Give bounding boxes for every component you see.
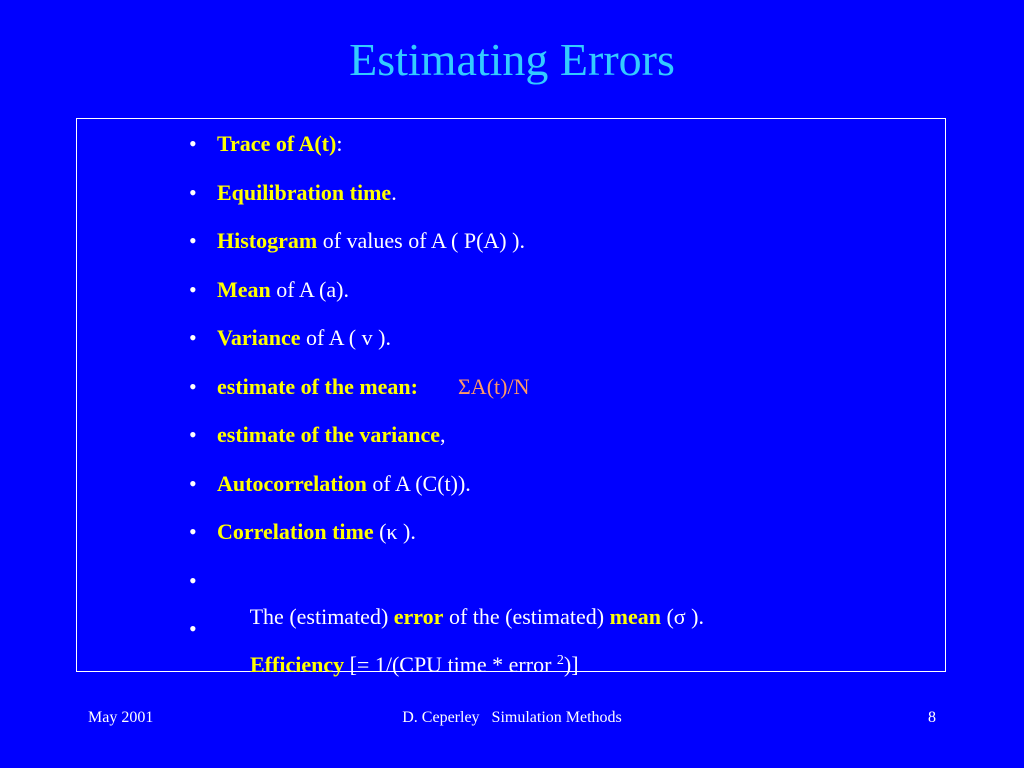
bullet-dot-icon: • — [189, 131, 197, 156]
bullet-text: (κ ). — [373, 519, 416, 544]
bullet-dot-icon: • — [189, 567, 197, 593]
bullet-dot-icon: • — [189, 228, 197, 253]
superscript: 2 — [556, 653, 564, 668]
footer-date: May 2001 — [88, 709, 154, 726]
bullet-bold: Autocorrelation — [217, 470, 367, 496]
bullet-text: of A (a). — [270, 276, 349, 302]
bullet-dot-icon: • — [189, 276, 197, 302]
bullet-text: (σ ). — [660, 603, 704, 629]
bullet-trace — [189, 126, 704, 175]
bullet-bold: Correlation time — [217, 519, 374, 544]
bullet-bold: Equilibration time — [217, 179, 392, 205]
bullet-text: of A (C(t)). — [366, 470, 471, 496]
bullet-list — [189, 126, 704, 677]
bullet-error — [189, 563, 704, 629]
bullet-estimate-mean — [189, 369, 704, 418]
bullet-text: of values of A ( P(A) ). — [317, 228, 525, 253]
bullet-text: of A ( v ). — [300, 325, 391, 350]
bullet-mean — [189, 272, 704, 321]
bullet-dot-icon: • — [189, 179, 197, 205]
bullet-bold: Variance — [217, 325, 301, 350]
footer-page-number: 8 — [928, 709, 936, 726]
bullet-dot-icon: • — [189, 470, 197, 496]
bullet-text: [= 1/(CPU time * error — [344, 652, 557, 677]
slide-title: Estimating Errors — [349, 34, 675, 85]
bullet-bold: Histogram — [217, 228, 318, 253]
bullet-bold: Mean — [217, 276, 271, 302]
bullet-text: , — [439, 422, 446, 447]
bullet-text: . — [391, 179, 397, 205]
bullet-bold: estimate of the variance — [217, 422, 440, 447]
bullet-dot-icon: • — [189, 325, 197, 350]
bullet-bold: Trace of A(t) — [217, 131, 337, 156]
bullet-bold: error — [393, 603, 444, 629]
bullet-text: : — [336, 131, 343, 156]
bullet-variance — [189, 320, 704, 369]
bullet-dot-icon: • — [189, 519, 197, 544]
bullet-equilibration — [189, 175, 704, 224]
footer-author-course: D. Ceperley Simulation Methods — [402, 709, 622, 726]
bullet-bold: estimate of the mean: — [217, 373, 418, 399]
bullet-dot-icon: • — [189, 422, 197, 447]
bullet-autocorrelation — [189, 466, 704, 515]
bullet-text-mid: of the (estimated) — [443, 603, 610, 629]
bullet-dot-icon: • — [189, 616, 197, 641]
mean-formula: ΣA(t)/N — [458, 373, 530, 399]
bullet-text-pre: The (estimated) — [249, 603, 394, 629]
bullet-dot-icon: • — [189, 373, 197, 399]
bullet-estimate-variance — [189, 417, 704, 466]
bullet-correlation-time — [189, 514, 704, 563]
bullet-text-post: )] — [563, 652, 579, 677]
bullet-bold: Efficiency — [250, 652, 345, 677]
bullet-bold-2: mean — [609, 603, 661, 629]
bullet-histogram — [189, 223, 704, 272]
